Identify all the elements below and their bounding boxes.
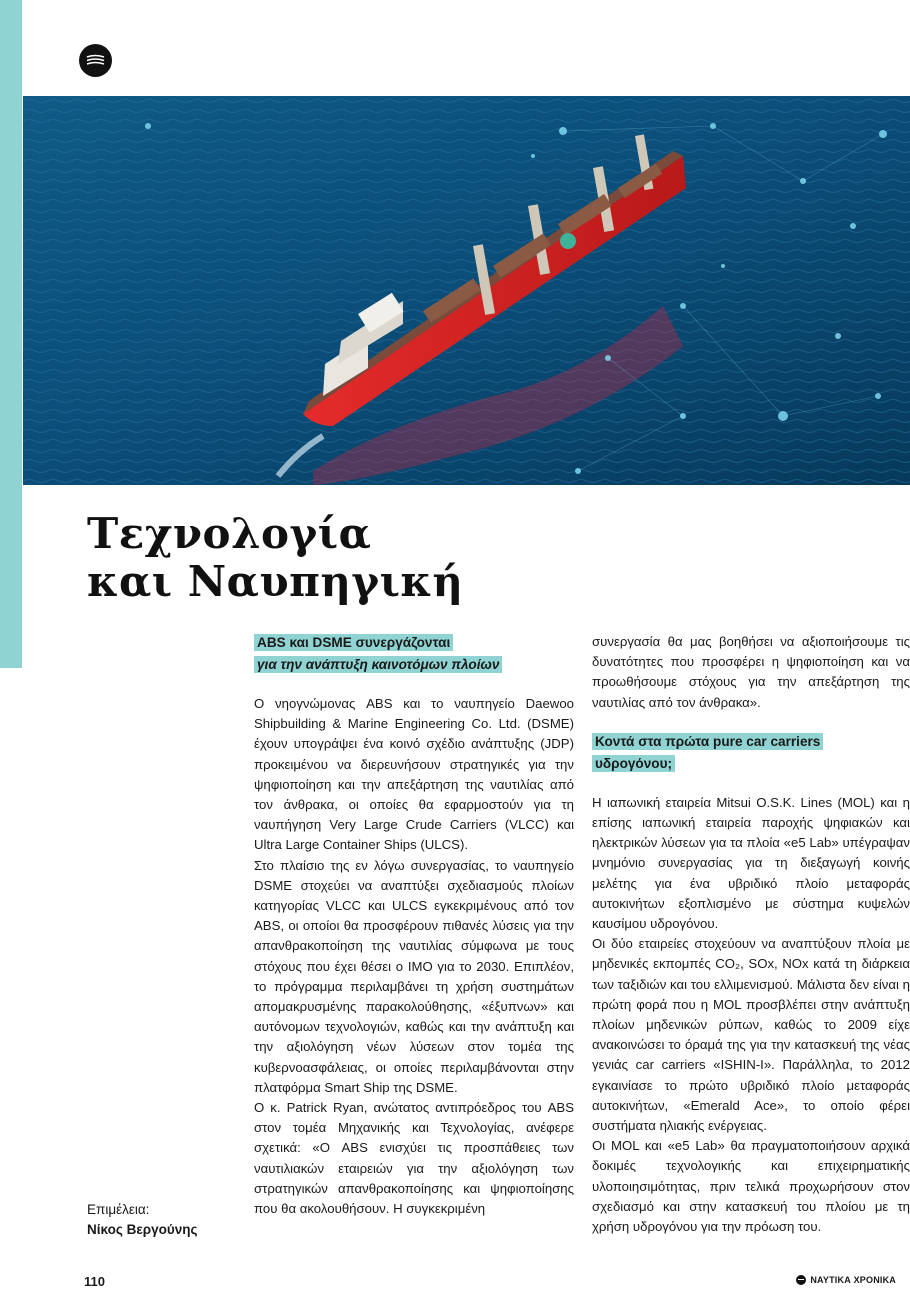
heading-line: υδρογόνου;: [592, 755, 675, 772]
paragraph: Οι MOL και «e5 Lab» θα πραγματοποιήσουν αρχικά δοκιμές τεχνολογικής και επιχειρηματικής υλοποιησιμότητας, πριν τελικά προχωρήσουν στον σχεδιασμό και στην κατασκευή του πλοίου με τη χρήση υδρογόνου για την πρόωση του.: [592, 1138, 910, 1235]
heading-line: για την ανάπτυξη καινοτόμων πλοίων: [254, 656, 502, 673]
title-line-2: και Ναυπηγική: [87, 557, 464, 606]
article-column-right: [592, 632, 910, 1237]
editor-name: Νίκος Βεργούνης: [87, 1222, 198, 1237]
editor-credit: [87, 1200, 198, 1240]
page-title: [87, 510, 463, 606]
section-heading-abs-dsme: [254, 632, 574, 676]
section-heading-car-carriers: [592, 731, 910, 775]
paragraph: Ο νηογνώμονας ABS και το ναυπηγείο Daewoo Shipbuilding & Marine Engineering Co. Ltd. (DSME) έχουν υπογράψει ένα κοινό σχέδιο ανάπτυξης (JDP) προκειμένου να διερευνήσουν στρατηγικές για την ψηφιοποίηση και την απεξάρτηση της ναυτιλίας από τον άνθρακα, οι οποίες θα εφαρμοστούν για τη ναυπήγηση Very Large Crude Carriers (VLCC) και Ultra Large Container Ships (ULCS).: [254, 696, 574, 853]
paragraph: Στο πλαίσιο της εν λόγω συνεργασίας, το ναυπηγείο DSME στοχεύει να αναπτύξει σχεδιασμούς πλοίων κατηγορίας VLCC και ULCS εγκεκριμένους από τον ABS, οι οποίοι θα προσφέρουν πιθανές λύσεις για την απανθρακοποίηση της ναυτιλίας σύμφωνα με τους στόχους που έχει θέσει ο IMO για το 2030. Επιπλέον, το πρόγραμμα περιλαμβάνει τη χρήση συστημάτων απομακρυσμένης παρακολούθησης, «έξυπνων» και αυτόνομων τεχνολογιών, καθώς και την ανάπτυξη και την αξιολόγηση νέων λύσεων στον τομέα της κυβερνοασφάλειας, οι οποίες περιλαμβάνονται στην πλατφόρμα Smart Ship της DSME.: [254, 857, 574, 1095]
paragraph: Ο κ. Patrick Ryan, ανώτατος αντιπρόεδρος του ABS στον τομέα Μηχανικής και Τεχνολογίας, ανέφερε σχετικά: «Ο ABS ενισχύει τις προσπάθειες των ναυτιλιακών εταιρειών για την αξιολόγηση των στρατηγικών απανθρακοποίησης και ψηφιοποίησης που θα ακολουθήσουν. Η συγκεκριμένη: [254, 1100, 574, 1217]
title-line-1: Τεχνολογία: [87, 509, 372, 558]
heading-line: ABS και DSME συνεργάζονται: [254, 634, 453, 651]
brand-logo-icon: [796, 1275, 806, 1285]
page-number: 110: [84, 1274, 105, 1289]
editor-label: Επιμέλεια:: [87, 1202, 150, 1217]
heading-line: Κοντά στα πρώτα pure car carriers: [592, 733, 823, 750]
wave-logo-icon: [79, 44, 112, 77]
hero-ship-image: [23, 96, 910, 485]
footer-brand: [796, 1275, 896, 1285]
paragraph: συνεργασία θα μας βοηθήσει να αξιοποιήσουμε τις δυνατότητες που προσφέρει η ψηφιοποίηση και να προωθήσουμε στόχους για την απεξάρτηση της ναυτιλίας από τον άνθρακα».: [592, 634, 910, 710]
paragraph: Οι δύο εταιρείες στοχεύουν να αναπτύξουν πλοία με μηδενικές εκπομπές CO₂, SOx, NOx κατά τη διάρκεια των ταξιδιών και του ελλιμενισμού. Μάλιστα δεν είναι η πρώτη φορά που η MOL προσβλέπει στην ανάπτυξη πλοίων μηδενικών ρύπων, καθώς το 2009 είχε ανακοινώσει το όραμά της για την κατασκευή της νέας γενιάς car carriers «ISHIN-I». Παράλληλα, το 2012 εγκαινίασε το πρώτο υβριδικό πλοίο μεταφοράς αυτοκινήτων, «Emerald Ace», το οποίο φέρει συστήματα ηλιακής ενέργειας.: [592, 936, 910, 1134]
article-column-left: [254, 632, 574, 1219]
brand-name: ΝΑΥΤΙΚΑ ΧΡΟΝΙΚΑ: [810, 1275, 896, 1285]
side-accent-bar: [0, 0, 22, 668]
paragraph: Η ιαπωνική εταιρεία Mitsui O.S.K. Lines (MOL) και η επίσης ιαπωνική εταιρεία παροχής ψηφιακών και ηλεκτρικών λύσεων για τα πλοία «e5 Lab» υπέγραψαν μνημόνιο συνεργασίας για τη διεξαγωγή κοινής μελέτης για ένα υβριδικό πλοίο μεταφοράς αυτοκινήτων εξοπλισμένο με σύστημα κυψελών καυσίμου υδρογόνου.: [592, 794, 910, 932]
